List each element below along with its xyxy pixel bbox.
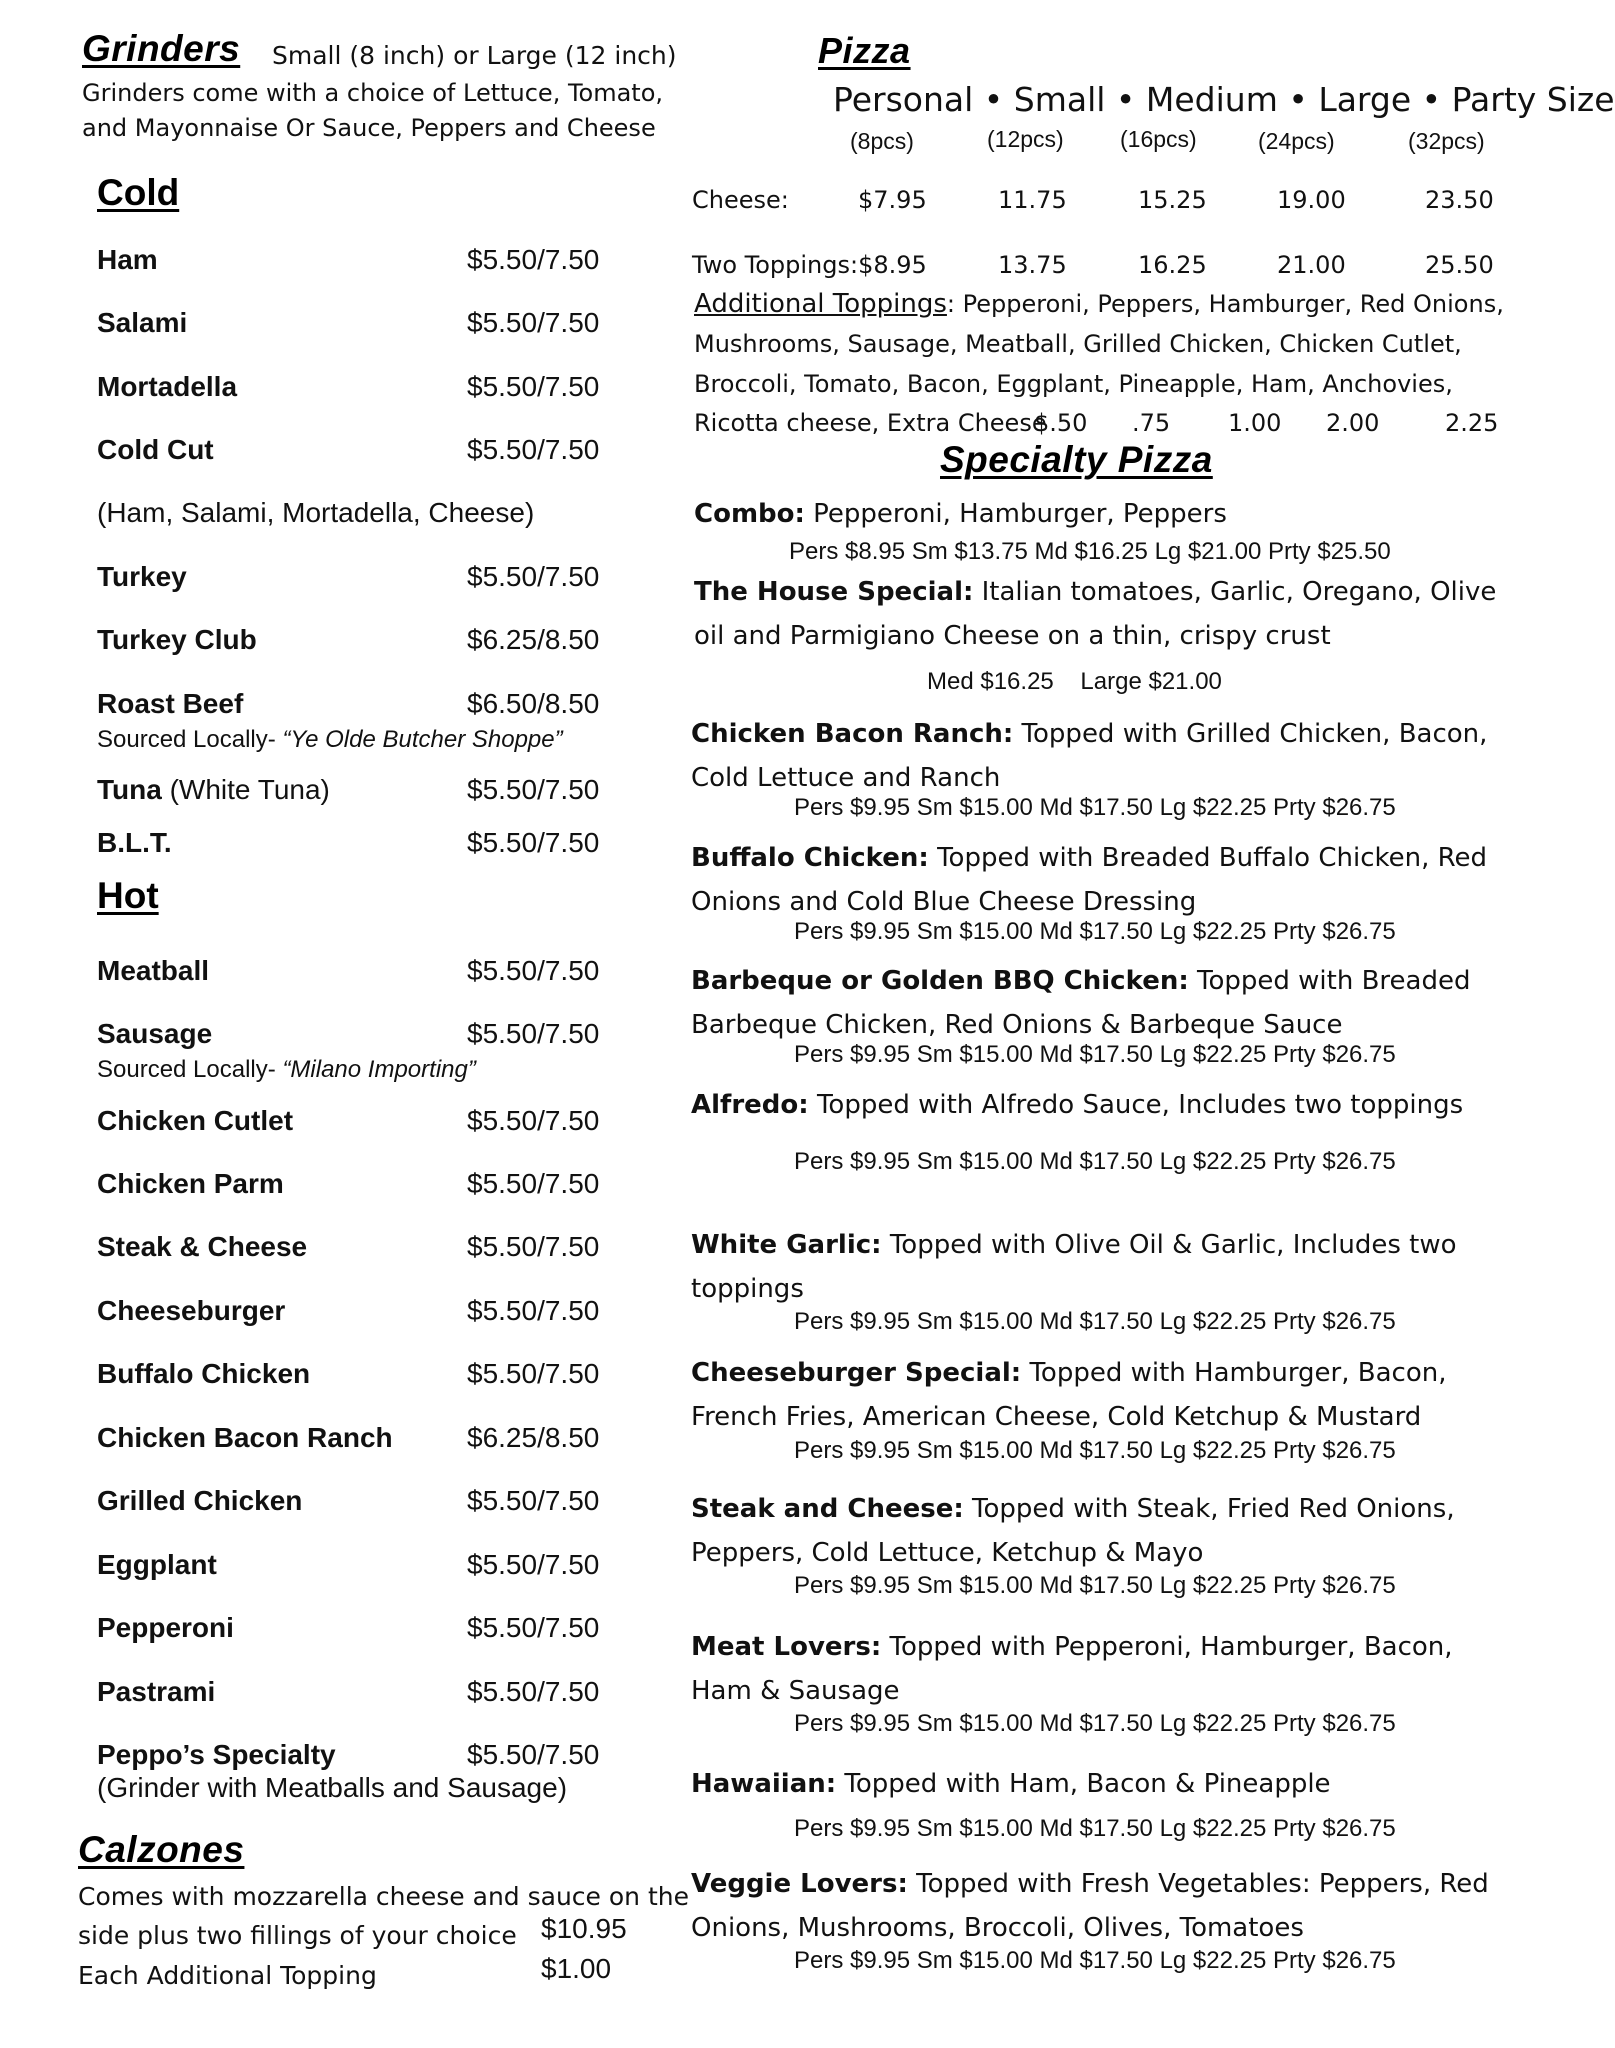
menu-item-name: Buffalo Chicken bbox=[97, 1358, 311, 1389]
menu-item-price: $5.50/7.50 bbox=[467, 1358, 600, 1389]
source-prefix: Sourced Locally- bbox=[97, 726, 276, 753]
additional-toppings-label: Additional Toppings bbox=[694, 289, 947, 319]
specialty-name: Meat Lovers: bbox=[691, 1632, 882, 1662]
price-cell: .75 bbox=[1132, 409, 1171, 437]
menu-item-price: $5.50/7.50 bbox=[467, 1485, 600, 1516]
pizza-title: Pizza bbox=[818, 30, 911, 71]
price-cell: 23.50 bbox=[1425, 186, 1494, 214]
grinders-note-1: Grinders come with a choice of Lettuce, Tomato, bbox=[82, 79, 664, 107]
calzones-line-2: side plus two fillings of your choice bbox=[78, 1921, 517, 1950]
specialty-price: Pers $9.95 Sm $15.00 Md $17.50 Lg $22.25 Prty $26.75 bbox=[794, 1947, 1396, 1974]
size-personal: Personal bbox=[833, 80, 974, 119]
specialty-desc: Topped with Olive Oil & Garlic, Includes two toppings bbox=[691, 1230, 1457, 1304]
menu-item-name: Turkey bbox=[97, 561, 187, 592]
menu-item-price: $5.50/7.50 bbox=[467, 774, 600, 805]
specialty-price: Pers $9.95 Sm $15.00 Md $17.50 Lg $22.25 Prty $26.75 bbox=[794, 1041, 1396, 1068]
menu-item-price: $5.50/7.50 bbox=[467, 1739, 600, 1770]
specialty-price: Pers $9.95 Sm $15.00 Md $17.50 Lg $22.25 Prty $26.75 bbox=[794, 1437, 1396, 1464]
menu-item-name: Chicken Parm bbox=[97, 1168, 284, 1199]
cheese-label: Cheese: bbox=[692, 186, 789, 214]
menu-item-price: $5.50/7.50 bbox=[467, 955, 600, 986]
specialty-item bbox=[691, 959, 1521, 1047]
specialty-desc: Topped with Steak, Fried Red Onions, Peppers, Cold Lettuce, Ketchup & Mayo bbox=[691, 1494, 1455, 1568]
menu-item-name: Eggplant bbox=[97, 1549, 217, 1580]
menu-item-name: Pastrami bbox=[97, 1676, 216, 1707]
menu-item-price: $5.50/7.50 bbox=[467, 1549, 600, 1580]
price-cell: $.50 bbox=[1034, 409, 1088, 437]
specialty-desc: Topped with Hamburger, Bacon, French Fries, American Cheese, Cold Ketchup & Mustard bbox=[691, 1358, 1447, 1432]
menu-item-name: Pepperoni bbox=[97, 1612, 234, 1643]
grinders-note-2: and Mayonnaise Or Sauce, Peppers and Cheese bbox=[82, 114, 656, 142]
bullet: • bbox=[1421, 80, 1442, 119]
two-toppings-label: Two Toppings:$8.95 bbox=[692, 251, 927, 279]
hot-heading: Hot bbox=[97, 875, 159, 916]
menu-item-price: $6.50/8.50 bbox=[467, 688, 600, 719]
size-medium: Medium bbox=[1145, 80, 1278, 119]
menu-item-name: B.L.T. bbox=[97, 827, 172, 858]
menu-item-price: $5.50/7.50 bbox=[467, 561, 600, 592]
price-cell: $7.95 bbox=[858, 186, 927, 214]
size-party: Party Size bbox=[1451, 80, 1615, 119]
specialty-item bbox=[694, 492, 1524, 536]
additional-toppings-text: : Pepperoni, Peppers, Hamburger, Red Onions, bbox=[946, 290, 1504, 318]
pieces-medium: (16pcs) bbox=[1120, 126, 1197, 152]
menu-item-name: Sausage bbox=[97, 1018, 213, 1049]
specialty-name: Chicken Bacon Ranch: bbox=[691, 719, 1014, 749]
specialty-item bbox=[691, 1351, 1521, 1439]
specialty-name: Barbeque or Golden BBQ Chicken: bbox=[691, 966, 1189, 996]
price-cell: 13.75 bbox=[998, 251, 1067, 279]
specialty-price: Pers $9.95 Sm $15.00 Md $17.50 Lg $22.25 Prty $26.75 bbox=[794, 918, 1396, 945]
menu-item-name: Mortadella bbox=[97, 371, 238, 402]
specialty-item bbox=[691, 1762, 1521, 1806]
menu-item-note: (Grinder with Meatballs and Sausage) bbox=[97, 1772, 568, 1803]
menu-item-price: $5.50/7.50 bbox=[467, 827, 600, 858]
pieces-personal: (8pcs) bbox=[850, 128, 914, 154]
menu-item-name: Peppo’s Specialty bbox=[97, 1739, 336, 1770]
specialty-desc: Topped with Ham, Bacon & Pineapple bbox=[836, 1769, 1331, 1799]
specialty-price: Pers $9.95 Sm $15.00 Md $17.50 Lg $22.25 Prty $26.75 bbox=[794, 794, 1396, 821]
additional-toppings-line-2: Mushrooms, Sausage, Meatball, Grilled Chicken, Chicken Cutlet, bbox=[694, 330, 1462, 358]
specialty-desc: Topped with Fresh Vegetables: Peppers, Red Onions, Mushrooms, Broccoli, Olives, Tomatoes bbox=[691, 1869, 1489, 1943]
specialty-price: Pers $9.95 Sm $15.00 Md $17.50 Lg $22.25 Prty $26.75 bbox=[794, 1148, 1396, 1175]
price-cell: 11.75 bbox=[998, 186, 1067, 214]
pieces-party: (32pcs) bbox=[1408, 128, 1485, 154]
pieces-large: (24pcs) bbox=[1258, 128, 1335, 154]
bullet: • bbox=[1115, 80, 1136, 119]
source-note bbox=[97, 726, 563, 754]
price-cell: 1.00 bbox=[1228, 409, 1282, 437]
menu-item-price: $5.50/7.50 bbox=[467, 244, 600, 275]
specialty-item bbox=[691, 1862, 1521, 1950]
menu-item-name: Roast Beef bbox=[97, 688, 244, 719]
specialty-name: Hawaiian: bbox=[691, 1769, 837, 1799]
additional-toppings-line-1 bbox=[694, 284, 1504, 324]
menu-item-price: $6.25/8.50 bbox=[467, 1422, 600, 1453]
menu-item-name: Cold Cut bbox=[97, 434, 214, 465]
calzones-title: Calzones bbox=[78, 1829, 245, 1870]
menu-item-name: Turkey Club bbox=[97, 624, 257, 655]
size-header bbox=[833, 80, 1615, 119]
calzones-price: $10.95 bbox=[541, 1913, 627, 1944]
price-cell: 16.25 bbox=[1138, 251, 1207, 279]
price-cell: 2.25 bbox=[1445, 409, 1499, 437]
menu-item-name: Chicken Cutlet bbox=[97, 1105, 294, 1136]
size-large: Large bbox=[1318, 80, 1412, 119]
specialty-desc: Italian tomatoes, Garlic, Oregano, Olive oil and Parmigiano Cheese on a thin, crispy crust bbox=[694, 577, 1497, 651]
source-name: “Ye Olde Butcher Shoppe” bbox=[282, 726, 563, 753]
menu-item-price: $5.50/7.50 bbox=[467, 1105, 600, 1136]
specialty-item bbox=[691, 712, 1521, 800]
calzones-additional-price: $1.00 bbox=[541, 1953, 612, 1984]
specialty-desc: Pepperoni, Hamburger, Peppers bbox=[804, 499, 1227, 529]
specialty-price: Pers $9.95 Sm $15.00 Md $17.50 Lg $22.25 Prty $26.75 bbox=[794, 1572, 1396, 1599]
menu-item-name: Salami bbox=[97, 307, 188, 338]
menu-item-price: $5.50/7.50 bbox=[467, 1676, 600, 1707]
grinders-sizes: Small (8 inch) or Large (12 inch) bbox=[272, 41, 677, 70]
source-name: “Milano Importing” bbox=[282, 1056, 476, 1083]
calzones-additional-label: Each Additional Topping bbox=[78, 1961, 377, 1990]
price-cell: 25.50 bbox=[1425, 251, 1494, 279]
specialty-name: Steak and Cheese: bbox=[691, 1494, 964, 1524]
specialty-desc: Topped with Grilled Chicken, Bacon, Cold Lettuce and Ranch bbox=[691, 719, 1488, 793]
specialty-name: The House Special: bbox=[694, 577, 974, 607]
menu-item-tuna bbox=[97, 774, 330, 806]
additional-toppings-line-3: Broccoli, Tomato, Bacon, Eggplant, Pineapple, Ham, Anchovies, bbox=[694, 370, 1453, 398]
menu-item-price: $5.50/7.50 bbox=[467, 307, 600, 338]
specialty-name: Buffalo Chicken: bbox=[691, 843, 929, 873]
specialty-desc: Topped with Pepperoni, Hamburger, Bacon, Ham & Sausage bbox=[691, 1632, 1453, 1706]
pieces-small: (12pcs) bbox=[987, 126, 1064, 152]
source-note bbox=[97, 1056, 476, 1084]
specialty-item bbox=[691, 1487, 1521, 1575]
price-cell: 19.00 bbox=[1277, 186, 1346, 214]
specialty-name: Cheeseburger Special: bbox=[691, 1358, 1022, 1388]
specialty-price: Pers $8.95 Sm $13.75 Md $16.25 Lg $21.00 Prty $25.50 bbox=[789, 538, 1391, 565]
specialty-item bbox=[691, 1223, 1521, 1311]
menu-item-price: $5.50/7.50 bbox=[467, 1231, 600, 1262]
size-small: Small bbox=[1013, 80, 1106, 119]
specialty-price: Pers $9.95 Sm $15.00 Md $17.50 Lg $22.25 Prty $26.75 bbox=[794, 1710, 1396, 1737]
specialty-desc: Topped with Breaded Buffalo Chicken, Red Onions and Cold Blue Cheese Dressing bbox=[691, 843, 1488, 917]
menu-item-price: $6.25/8.50 bbox=[467, 624, 600, 655]
calzones-line-1: Comes with mozzarella cheese and sauce on the bbox=[78, 1882, 689, 1911]
menu-item-price: $5.50/7.50 bbox=[467, 434, 600, 465]
price-cell: 15.25 bbox=[1138, 186, 1207, 214]
specialty-price: Pers $9.95 Sm $15.00 Md $17.50 Lg $22.25 Prty $26.75 bbox=[794, 1815, 1396, 1842]
menu-item-name: Grilled Chicken bbox=[97, 1485, 303, 1516]
specialty-item bbox=[691, 836, 1521, 924]
specialty-desc: Topped with Alfredo Sauce, Includes two toppings bbox=[808, 1090, 1464, 1120]
bullet: • bbox=[1288, 80, 1308, 119]
menu-item-price: $5.50/7.50 bbox=[467, 371, 600, 402]
menu-item-name: Steak & Cheese bbox=[97, 1231, 308, 1262]
specialty-desc: Topped with Breaded Barbeque Chicken, Red Onions & Barbeque Sauce bbox=[691, 966, 1471, 1040]
specialty-item bbox=[691, 1625, 1521, 1713]
specialty-price: Pers $9.95 Sm $15.00 Md $17.50 Lg $22.25 Prty $26.75 bbox=[794, 1308, 1396, 1335]
bullet: • bbox=[983, 80, 1004, 119]
menu-item-suffix: (White Tuna) bbox=[161, 774, 330, 805]
specialty-price: Med $16.25 Large $21.00 bbox=[927, 668, 1222, 695]
specialty-item bbox=[694, 570, 1524, 658]
specialty-name: Alfredo: bbox=[691, 1090, 809, 1120]
specialty-title: Specialty Pizza bbox=[940, 439, 1213, 480]
source-prefix: Sourced Locally- bbox=[97, 1056, 276, 1083]
menu-item-price: $5.50/7.50 bbox=[467, 1612, 600, 1643]
menu-item-name: Tuna bbox=[97, 774, 162, 805]
menu-item-price: $5.50/7.50 bbox=[467, 1168, 600, 1199]
additional-toppings-line-4: Ricotta cheese, Extra Cheese bbox=[694, 409, 1047, 437]
cold-cut-note: (Ham, Salami, Mortadella, Cheese) bbox=[97, 497, 535, 528]
menu-item-price: $5.50/7.50 bbox=[467, 1295, 600, 1326]
price-cell: 21.00 bbox=[1277, 251, 1346, 279]
menu-item-name: Meatball bbox=[97, 955, 210, 986]
menu-item-name: Cheeseburger bbox=[97, 1295, 286, 1326]
menu-item-price: $5.50/7.50 bbox=[467, 1018, 600, 1049]
specialty-name: Veggie Lovers: bbox=[691, 1869, 908, 1899]
menu-item-name: Ham bbox=[97, 244, 158, 275]
cold-heading: Cold bbox=[97, 172, 180, 213]
specialty-name: White Garlic: bbox=[691, 1230, 882, 1260]
grinders-title: Grinders bbox=[82, 28, 241, 69]
price-cell: 2.00 bbox=[1326, 409, 1380, 437]
specialty-name: Combo: bbox=[694, 499, 805, 529]
menu-item-name: Chicken Bacon Ranch bbox=[97, 1422, 393, 1453]
specialty-item bbox=[691, 1083, 1521, 1127]
